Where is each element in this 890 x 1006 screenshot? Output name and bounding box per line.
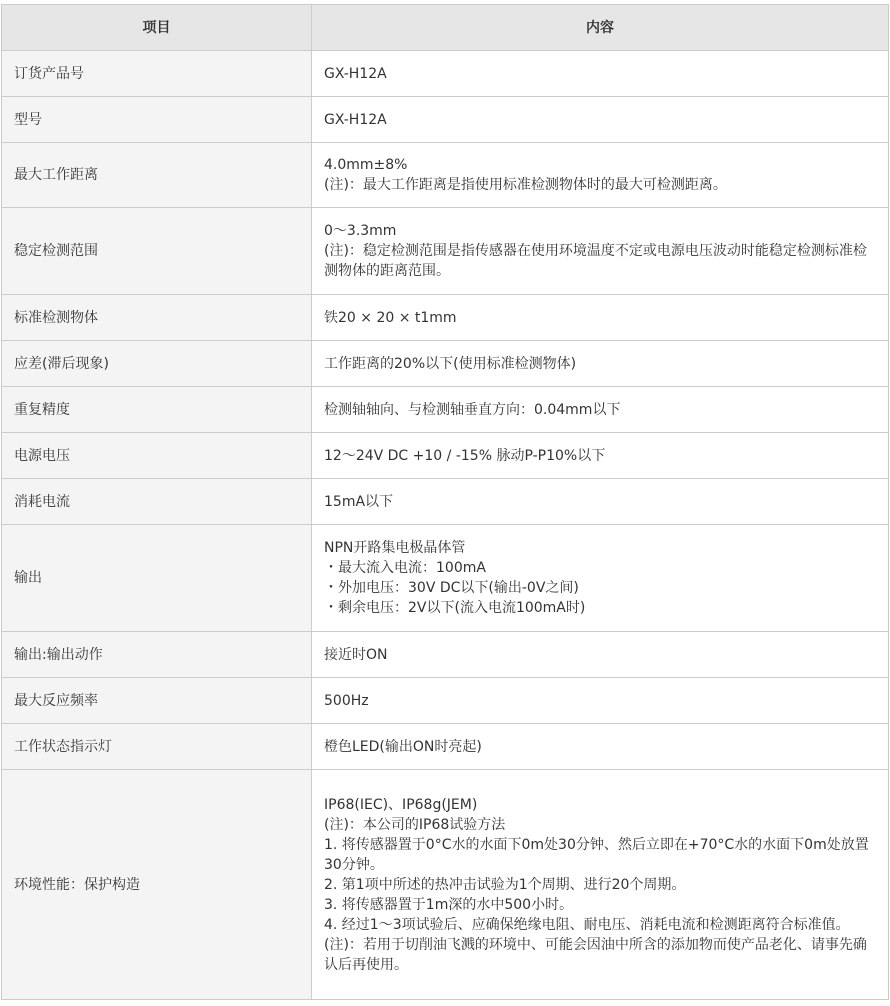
cell-item: 输出 (2, 525, 312, 632)
cell-content (312, 479, 889, 525)
content-line: 15mA以下 (324, 493, 394, 510)
table-row (2, 479, 889, 525)
content-line: 4. 经过1～3项试验后、应确保绝缘电阻、耐电压、消耗电流和检测距离符合标准值。 (324, 916, 850, 933)
content-line: 3. 将传感器置于1m深的水中500小时。 (324, 896, 574, 913)
cell-content (312, 51, 889, 97)
table-row (2, 433, 889, 479)
cell-content (312, 433, 889, 479)
cell-item: 输出:输出动作 (2, 632, 312, 678)
table-row (2, 341, 889, 387)
content-line: 0～3.3mm (324, 223, 397, 239)
content-line: 工作距离的20%以下(使用标准检测物体) (324, 355, 577, 372)
cell-content (312, 724, 889, 770)
cell-item: 稳定检测范围 (2, 208, 312, 295)
cell-item: 重复精度 (2, 387, 312, 433)
table-row (2, 724, 889, 770)
cell-item: 电源电压 (2, 433, 312, 479)
content-line: (注)：稳定检测范围是指传感器在使用环境温度不定或电源电压波动时能稳定检测标准检测物体的距离范围。 (324, 243, 867, 279)
table-row (2, 525, 889, 632)
cell-item: 工作状态指示灯 (2, 724, 312, 770)
cell-content (312, 208, 889, 295)
cell-content (312, 387, 889, 433)
content-line: ・剩余电压：2V以下(流入电流100mA时) (324, 600, 586, 616)
cell-content (312, 678, 889, 724)
content-line: 接近时ON (324, 646, 388, 663)
cell-item: 消耗电流 (2, 479, 312, 525)
cell-content (312, 341, 889, 387)
cell-content (312, 143, 889, 208)
content-line: 12～24V DC +10 / -15% 脉动P-P10%以下 (324, 447, 606, 464)
cell-item: 标准检测物体 (2, 295, 312, 341)
cell-item: 订货产品号 (2, 51, 312, 97)
content-line: 1. 将传感器置于0°C水的水面下0m处30分钟、然后立即在+70°C水的水面下0m处放置30分钟。 (324, 836, 869, 873)
content-line: 检测轴轴向、与检测轴垂直方向：0.04mm以下 (324, 401, 621, 418)
content-line: 橙色LED(输出ON时亮起) (324, 738, 482, 755)
cell-item: 最大反应频率 (2, 678, 312, 724)
header-content: 内容 (312, 5, 889, 51)
content-line: GX-H12A (324, 65, 387, 82)
table-header-row (2, 5, 889, 51)
table-row (2, 143, 889, 208)
table-row (2, 51, 889, 97)
content-line: ・最大流入电流：100mA (324, 560, 486, 576)
table-row (2, 97, 889, 143)
content-line: NPN开路集电极晶体管 (324, 540, 466, 556)
cell-content (312, 525, 889, 632)
content-line: ・外加电压：30V DC以下(输出-0V之间) (324, 580, 579, 596)
content-line: (注)：最大工作距离是指使用标准检测物体时的最大可检测距离。 (324, 177, 727, 193)
cell-content (312, 97, 889, 143)
cell-content (312, 770, 889, 1000)
table-row (2, 632, 889, 678)
table-body (2, 51, 889, 1000)
table-row (2, 387, 889, 433)
spec-table (1, 4, 889, 1000)
content-line: IP68(IEC)、IP68g(JEM) (324, 796, 478, 813)
table-row (2, 295, 889, 341)
content-line: 铁20 × 20 × t1mm (324, 309, 457, 326)
cell-content (312, 295, 889, 341)
content-line: 500Hz (324, 692, 369, 709)
table-row (2, 208, 889, 295)
table-row (2, 678, 889, 724)
table-row (2, 770, 889, 1000)
content-line: GX-H12A (324, 111, 387, 128)
header-item: 项目 (2, 5, 312, 51)
cell-item: 最大工作距离 (2, 143, 312, 208)
cell-item: 环境性能：保护构造 (2, 770, 312, 1000)
content-line: 2. 第1项中所述的热冲击试验为1个周期、进行20个周期。 (324, 876, 686, 893)
cell-item: 型号 (2, 97, 312, 143)
content-line: (注)：本公司的IP68试验方法 (324, 816, 506, 833)
cell-item: 应差(滞后现象) (2, 341, 312, 387)
cell-content (312, 632, 889, 678)
content-line: 4.0mm±8% (324, 157, 408, 173)
content-line: (注)：若用于切削油飞溅的环境中、可能会因油中所含的添加物而使产品老化、请事先确认后再使用。 (324, 936, 867, 973)
